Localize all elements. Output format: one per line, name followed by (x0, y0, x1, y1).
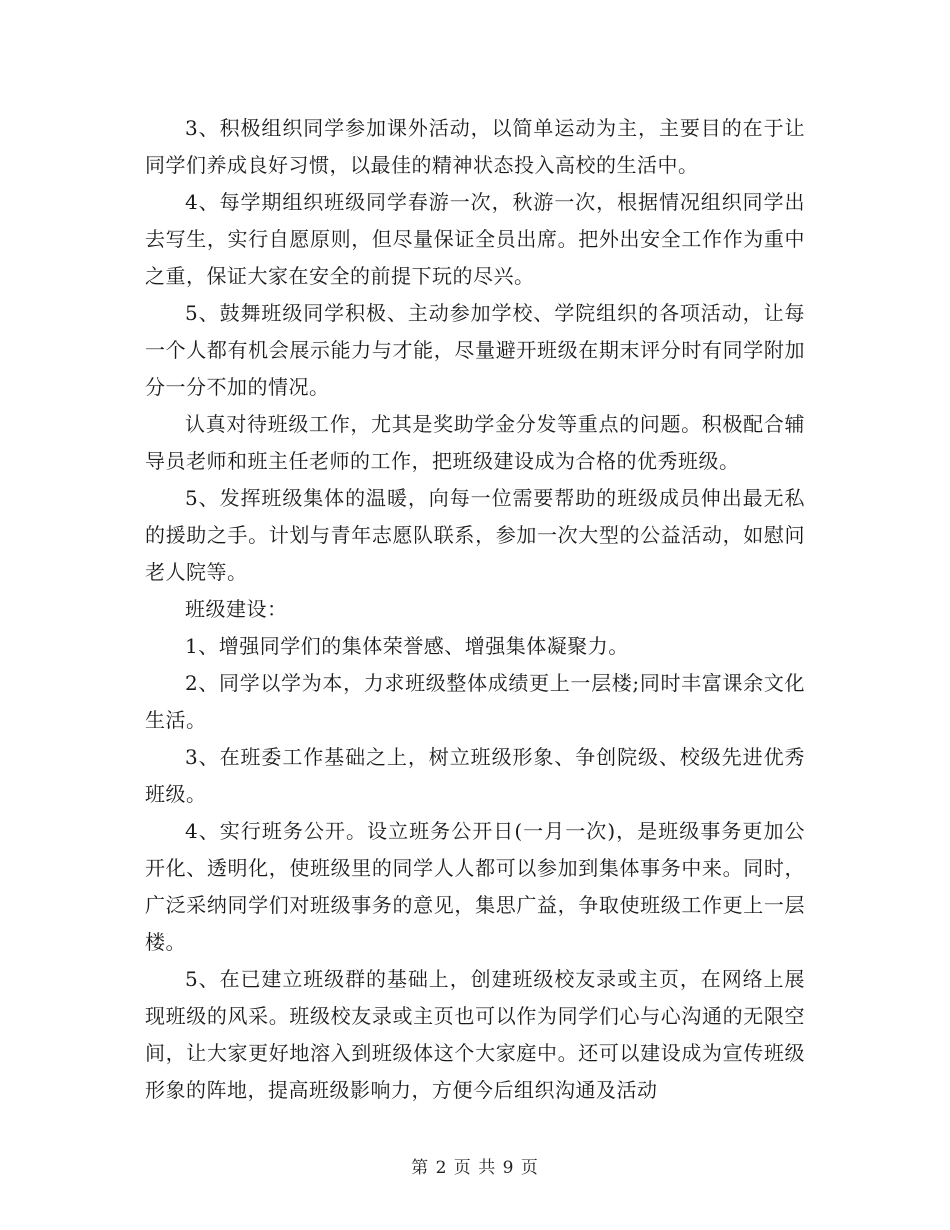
paragraph-activities-5: 5、鼓舞班级同学积极、主动参加学校、学院组织的各项活动，让每一个人都有机会展示能力与才能，尽量避开班级在期末评分时有同学附加分一分不加的情况。 (145, 301, 805, 399)
document-body (145, 110, 805, 1109)
paragraph-activities-3: 3、积极组织同学参加课外活动，以简单运动为主，主要目的在于让同学们养成良好习惯，以最佳的精神状态投入高校的生活中。 (145, 116, 805, 177)
paragraph-activities-5b: 5、发挥班级集体的温暖，向每一位需要帮助的班级成员伸出最无私的援助之手。计划与青年志愿队联系，参加一次大型的公益活动，如慰问老人院等。 (145, 486, 805, 584)
paragraph-building-4: 4、实行班务公开。设立班务公开日(一月一次)，是班级事务更加公开化、透明化，使班级里的同学人人都可以参加到集体事务中来。同时，广泛采纳同学们对班级事务的意见，集思广益，争取使班级工作更上一层楼。 (145, 819, 805, 954)
paragraph-building-2: 2、同学以学为本，力求班级整体成绩更上一层楼;同时丰富课余文化生活。 (145, 671, 805, 732)
paragraph-activities-4: 4、每学期组织班级同学春游一次，秋游一次，根据情况组织同学出去写生，实行自愿原则，但尽量保证全员出席。把外出安全工作作为重中之重，保证大家在安全的前提下玩的尽兴。 (145, 190, 805, 288)
paragraph-building-1: 1、增强同学们的集体荣誉感、增强集体凝聚力。 (185, 634, 629, 658)
paragraph-building-5: 5、在已建立班级群的基础上，创建班级校友录或主页，在网络上展现班级的风采。班级校友录或主页也可以作为同学们心与心沟通的无限空间，让大家更好地溶入到班级体这个大家庭中。还可以建设成为宣传班级形象的阵地，提高班级影响力，方便今后组织沟通及活动 (145, 967, 805, 1102)
paragraph-class-work: 认真对待班级工作，尤其是奖助学金分发等重点的问题。积极配合辅导员老师和班主任老师的工作，把班级建设成为合格的优秀班级。 (145, 412, 805, 473)
page-number-footer: 第 2 页 共 9 页 (411, 1158, 539, 1178)
paragraph-building-3: 3、在班委工作基础之上，树立班级形象、争创院级、校级先进优秀班级。 (145, 745, 805, 806)
section-heading-class-building: 班级建设： (185, 597, 288, 621)
